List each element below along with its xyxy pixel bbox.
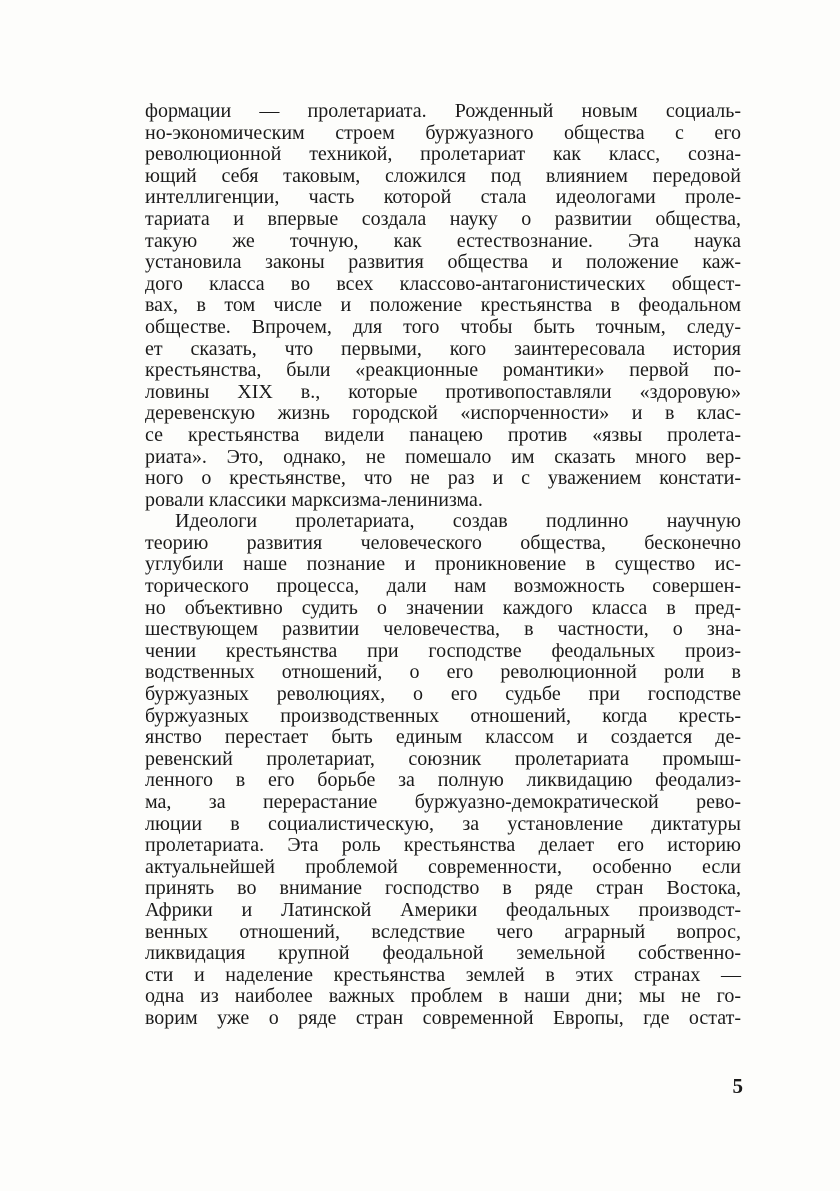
text-line: риата». Это, однако, не помешало им сказать много вер- [145,445,741,468]
text-line: установила законы развития общества и положение каж- [145,251,741,274]
text-line: одна из наиболее важных проблем в наши дни; мы не го- [145,985,741,1008]
text-line: но объективно судить о значении каждого класса в пред- [145,596,741,619]
text-line: буржуазных революциях, о его судьбе при господстве [145,683,741,706]
text-line: торического процесса, дали нам возможность совершен- [145,575,741,598]
text-line: буржуазных производственных отношений, когда кресть- [145,704,741,727]
text-line: вах, в том числе и положение крестьянства в феодальном [145,294,741,317]
text-line: крестьянства, были «реакционные романтики» первой по- [145,359,741,382]
page-number: 5 [732,1074,743,1098]
text-line: ровали классики марксизма-ленинизма. [145,488,483,511]
text-line: Африки и Латинской Америки феодальных производст- [145,898,741,921]
text-line: чении крестьянства при господстве феодальных произ- [145,639,741,662]
text-line: формации — пролетариата. Рожденный новым социаль- [145,100,741,122]
text-line: ловины XIX в., которые противопоставляли «здоровую» [145,380,741,403]
text-line: янство перестает быть единым классом и создается де- [145,726,741,749]
body-text [145,101,741,1030]
text-line: углубили наше познание и проникновение в существо ис- [145,553,741,576]
text-line: принять во внимание господство в ряде стран Востока, [145,877,741,900]
text-line: теорию развития человеческого общества, бесконечно [145,531,741,554]
text-line: ворим уже о ряде стран современной Европы, где остат- [145,1006,741,1029]
text-line: дого класса во всех классово-антагонистических общест- [145,272,741,295]
text-line: сти и наделение крестьянства землей в этих странах — [145,963,741,986]
text-line: ревенский пролетариат, союзник пролетариата промыш- [145,747,741,770]
text-line: ющий себя таковым, сложился под влиянием передовой [145,164,741,187]
text-line: водственных отношений, о его революционной роли в [145,661,741,684]
text-line: тариата и впервые создала науку о развитии общества, [145,207,741,230]
text-line: ма, за перерастание буржуазно-демократической рево- [145,791,741,813]
text-line: люции в социалистическую, за установление диктатуры [145,812,741,835]
paragraph-2 [145,511,741,1029]
text-line: пролетариата. Эта роль крестьянства делает его историю [145,834,741,857]
text-line: деревенскую жизнь городской «испорченности» и в клас- [145,402,741,425]
text-line: ного о крестьянстве, что не раз и с уважением констати- [145,467,741,490]
text-line: венных отношений, вследствие чего аграрный вопрос, [145,920,741,943]
text-line: революционной техникой, пролетариат как класс, созна- [145,143,741,166]
paragraph-1 [145,101,741,511]
text-line: се крестьянства видели панацею против «язвы пролета- [145,423,741,446]
text-line: актуальнейшей проблемой современности, особенно если [145,855,741,878]
text-line: интеллигенции, часть которой стала идеологами проле- [145,186,741,209]
text-line: ет сказать, что первыми, кого заинтересовала история [145,337,741,360]
text-line: такую же точную, как естествознание. Эта наука [145,229,741,252]
text-line: но-экономическим строем буржуазного общества с его [145,121,741,144]
text-line: ленного в его борьбе за полную ликвидацию феодализ- [145,769,741,792]
text-line: ликвидация крупной феодальной земельной собственно- [145,942,741,965]
text-line: обществе. Впрочем, для того чтобы быть точным, следу- [145,315,741,338]
text-line: Идеологи пролетариата, создав подлинно научную [175,510,741,533]
text-line: шествующем развитии человечества, в частности, о зна- [145,618,741,641]
